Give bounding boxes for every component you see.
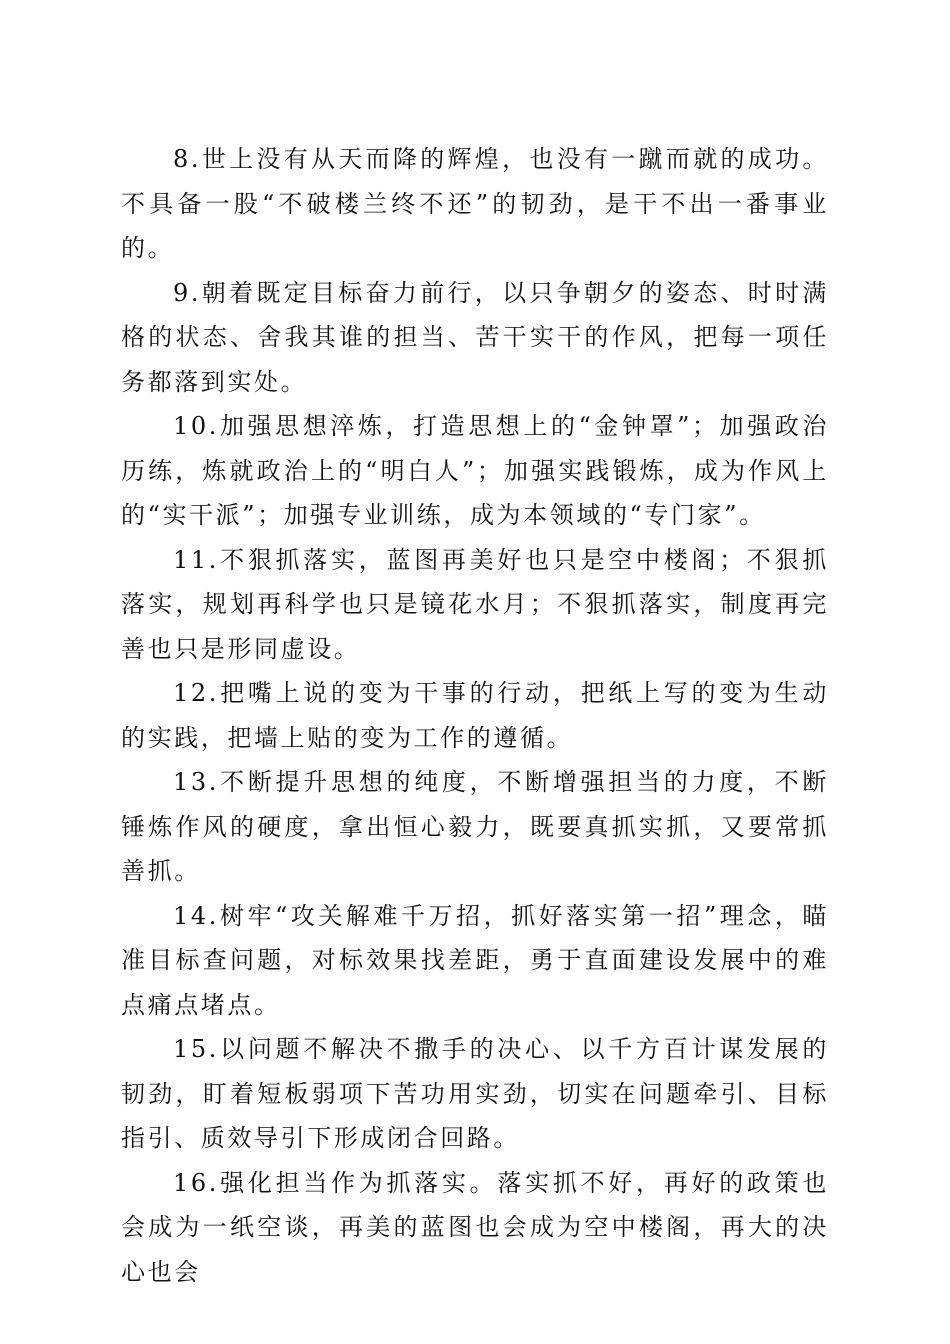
paragraph-13: 13.不断提升思想的纯度，不断增强担当的力度，不断锤炼作风的硬度，拿出恒心毅力，既要真抓实抓，又要常抓善抓。: [121, 768, 829, 885]
document-body: [121, 137, 829, 1294]
paragraph-15: 15.以问题不解决不撒手的决心、以千方百计谋发展的韧劲，盯着短板弱项下苦功用实劲，切实在问题牵引、目标指引、质效导引下形成闭合回路。: [121, 1035, 829, 1152]
paragraph-9: 9.朝着既定目标奋力前行，以只争朝夕的姿态、时时满格的状态、舍我其谁的担当、苦干实干的作风，把每一项任务都落到实处。: [121, 278, 829, 396]
paragraph-12: 12.把嘴上说的变为干事的行动，把纸上写的变为生动的实践，把墙上贴的变为工作的遵循。: [121, 679, 829, 752]
paragraph-14: 14.树牢“攻关解难千万招，抓好落实第一招”理念，瞄准目标查问题，对标效果找差距，勇于直面建设发展中的难点痛点堵点。: [121, 901, 829, 1019]
paragraph-11: 11.不狠抓落实，蓝图再美好也只是空中楼阁；不狠抓落实，规划再科学也只是镜花水月；不狠抓落实，制度再完善也只是形同虚设。: [121, 545, 829, 663]
paragraph-16: 16.强化担当作为抓落实。落实抓不好，再好的政策也会成为一纸空谈，再美的蓝图也会成为空中楼阁，再大的决心也会: [121, 1168, 829, 1286]
paragraph-10: 10.加强思想淬炼，打造思想上的“金钟罩”；加强政治历练，炼就政治上的“明白人”；加强实践锻炼，成为作风上的“实干派”；加强专业训练，成为本领域的“专门家”。: [121, 412, 829, 529]
paragraph-8: 8.世上没有从天而降的辉煌，也没有一蹴而就的成功。不具备一股“不破楼兰终不还”的韧劲，是干不出一番事业的。: [121, 145, 829, 262]
